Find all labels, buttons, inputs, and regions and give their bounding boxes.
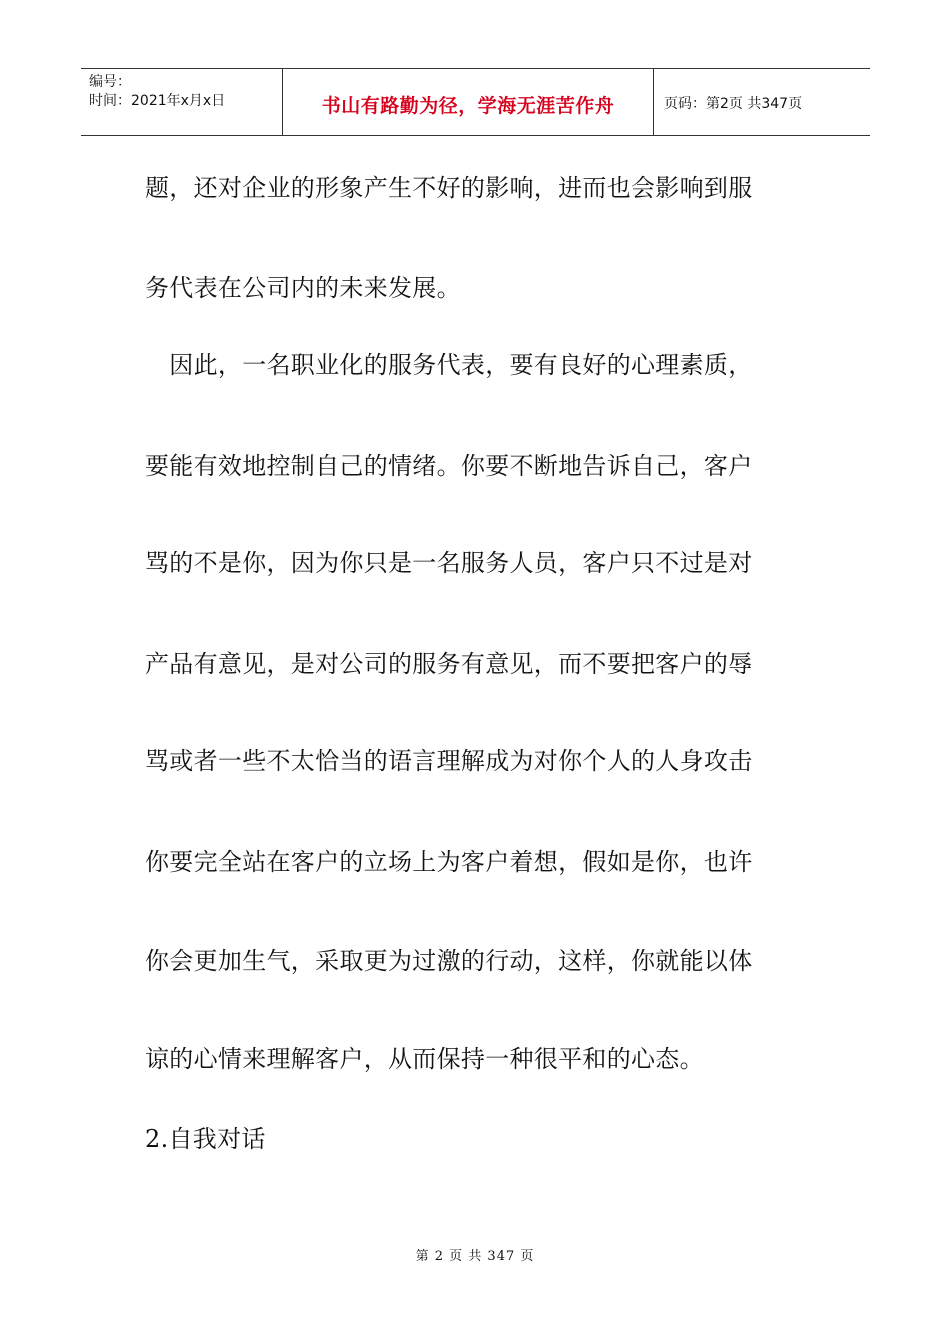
- body-line: 务代表在公司内的未来发展。: [145, 274, 461, 302]
- body-line: 骂或者一些不太恰当的语言理解成为对你个人的人身攻击: [145, 747, 753, 775]
- body-line: 谅的心情来理解客户，从而保持一种很平和的心态。: [145, 1045, 704, 1073]
- header-motto: 书山有路勤为径，学海无涯苦作舟: [321, 95, 615, 117]
- body-line: 产品有意见，是对公司的服务有意见，而不要把客户的辱: [145, 650, 753, 678]
- header-meta: [81, 69, 282, 135]
- page-footer: 第 2 页 共 347 页: [415, 1249, 535, 1264]
- header-page-info: 页码：第2页 共347页: [664, 96, 803, 112]
- body-line: 题，还对企业的形象产生不好的影响，进而也会影响到服: [145, 174, 753, 202]
- header-motto-cell: [282, 69, 654, 135]
- document-number-label: 编号：: [89, 74, 131, 90]
- body-line: 你会更加生气，采取更为过激的行动，这样，你就能以体: [145, 947, 753, 975]
- document-date-label: 时间：2021年x月x日: [89, 93, 226, 109]
- body-line: 你要完全站在客户的立场上为客户着想，假如是你，也许: [145, 848, 753, 876]
- body-line: 要能有效地控制自己的情绪。你要不断地告诉自己，客户: [145, 452, 753, 480]
- page-header: [81, 68, 870, 136]
- section-heading: 2.自我对话: [145, 1125, 266, 1153]
- body-line: 骂的不是你，因为你只是一名服务人员，客户只不过是对: [145, 549, 753, 577]
- body-line: 因此，一名职业化的服务代表，要有良好的心理素质，: [145, 351, 753, 379]
